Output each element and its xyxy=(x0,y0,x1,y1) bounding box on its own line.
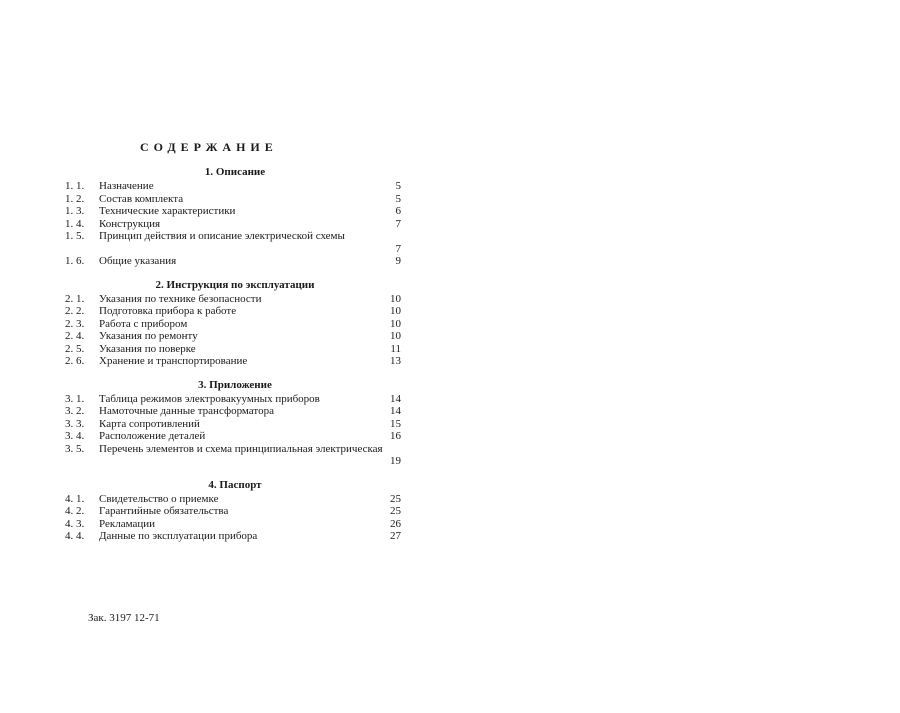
entry-number: 2. 6. xyxy=(65,355,85,367)
toc-entry xyxy=(65,505,405,518)
entry-number: 1. 6. xyxy=(65,255,85,267)
entry-title: Принцип действия и описание электрической схемы xyxy=(99,230,345,242)
entry-title: Расположение деталей xyxy=(99,430,206,442)
toc-section-instructions xyxy=(65,278,405,368)
entry-page: 25 xyxy=(390,492,401,505)
page-title: СОДЕРЖАНИЕ xyxy=(140,140,278,154)
entry-page: 5 xyxy=(395,180,401,192)
entry-page: 13 xyxy=(390,355,401,367)
entry-number: 4. 2. xyxy=(65,505,85,517)
entry-title: Таблица режимов электровакуумных приборов xyxy=(99,392,320,405)
entry-title: Свидетельство о приемке xyxy=(99,492,219,505)
entry-title: Данные по эксплуатации прибора xyxy=(99,530,258,542)
entry-number: 2. 2. xyxy=(65,305,85,317)
entry-title: Перечень элементов и схема принципиальная электрическая xyxy=(99,442,383,455)
toc-entry xyxy=(65,230,405,255)
entry-number: 2. 5. xyxy=(65,342,85,355)
entry-page: 10 xyxy=(390,305,401,317)
entry-title: Намоточные данные трансформатора xyxy=(99,405,274,417)
entry-number: 4. 3. xyxy=(65,517,85,530)
toc-entry xyxy=(65,418,405,431)
entry-title: Общие указания xyxy=(99,255,177,267)
entry-title: Указания по ремонту xyxy=(99,330,198,342)
entry-title: Карта сопротивлений xyxy=(99,417,200,430)
entry-number: 4. 4. xyxy=(65,530,85,542)
toc-entry xyxy=(65,530,405,543)
section-heading: 3. Приложение xyxy=(198,378,272,391)
toc-entry xyxy=(65,355,405,368)
entry-page: 19 xyxy=(390,455,401,467)
entry-number: 1. 2. xyxy=(65,192,85,205)
entry-page: 10 xyxy=(390,292,401,305)
entry-title: Указания по технике безопасности xyxy=(99,292,262,305)
entry-title: Хранение и транспортирование xyxy=(99,355,248,367)
entry-page: 11 xyxy=(390,342,401,355)
entry-title: Работа с прибором xyxy=(99,317,188,330)
entry-page: 27 xyxy=(390,530,401,542)
entry-number: 3. 3. xyxy=(65,417,85,430)
entry-number: 2. 1. xyxy=(65,292,85,305)
entry-title: Подготовка прибора к работе xyxy=(99,305,237,317)
toc-entry xyxy=(65,330,405,343)
entry-page: 14 xyxy=(390,392,401,405)
toc-section-description xyxy=(65,165,405,268)
entry-number: 1. 1. xyxy=(65,180,85,192)
entry-page: 26 xyxy=(390,517,401,530)
entry-title: Назначение xyxy=(99,180,154,192)
toc-entry xyxy=(65,205,405,218)
entry-page: 5 xyxy=(395,192,401,205)
entry-page: 10 xyxy=(390,317,401,330)
toc-entry xyxy=(65,443,405,468)
entry-number: 4. 1. xyxy=(65,492,85,505)
entry-number: 3. 5. xyxy=(65,442,85,455)
entry-page: 7 xyxy=(395,217,401,230)
entry-number: 1. 5. xyxy=(65,230,85,242)
section-heading: 1. Описание xyxy=(204,166,266,178)
toc-entry xyxy=(65,393,405,406)
entry-page: 6 xyxy=(395,205,401,217)
entry-page: 14 xyxy=(390,405,401,417)
entry-page: 10 xyxy=(390,330,401,342)
entry-page: 9 xyxy=(395,255,401,267)
toc-section-appendix xyxy=(65,378,405,468)
toc-entry xyxy=(65,305,405,318)
entry-title: Гарантийные обязательства xyxy=(99,505,229,517)
toc-entry xyxy=(65,493,405,506)
entry-page: 15 xyxy=(390,417,401,430)
entry-title: Состав комплекта xyxy=(99,192,184,205)
toc-entry xyxy=(65,255,405,268)
entry-number: 3. 1. xyxy=(65,392,85,405)
toc-entry xyxy=(65,193,405,206)
entry-number: 2. 4. xyxy=(65,330,85,342)
entry-title: Конструкция xyxy=(99,217,161,230)
entry-number: 2. 3. xyxy=(65,317,85,330)
entry-title: Рекламации xyxy=(99,517,155,530)
toc-entry xyxy=(65,430,405,443)
toc-entry xyxy=(65,405,405,418)
entry-page: 16 xyxy=(390,430,401,442)
section-heading: 4. Паспорт xyxy=(208,478,262,491)
entry-number: 3. 4. xyxy=(65,430,85,442)
table-of-contents xyxy=(65,165,405,553)
entry-page: 7 xyxy=(395,242,401,255)
entry-number: 1. 3. xyxy=(65,205,85,217)
print-order-number: Зак. 3197 12-71 xyxy=(88,612,160,624)
section-heading: 2. Инструкция по эксплуатации xyxy=(155,278,315,291)
toc-entry xyxy=(65,343,405,356)
toc-entry xyxy=(65,293,405,306)
toc-entry xyxy=(65,218,405,231)
entry-number: 1. 4. xyxy=(65,217,85,230)
entry-page: 25 xyxy=(390,505,401,517)
entry-number: 3. 2. xyxy=(65,405,85,417)
toc-section-passport xyxy=(65,478,405,543)
toc-entry xyxy=(65,180,405,193)
toc-entry xyxy=(65,518,405,531)
toc-entry xyxy=(65,318,405,331)
entry-title: Технические характеристики xyxy=(99,205,236,217)
entry-title: Указания по поверке xyxy=(99,342,196,355)
